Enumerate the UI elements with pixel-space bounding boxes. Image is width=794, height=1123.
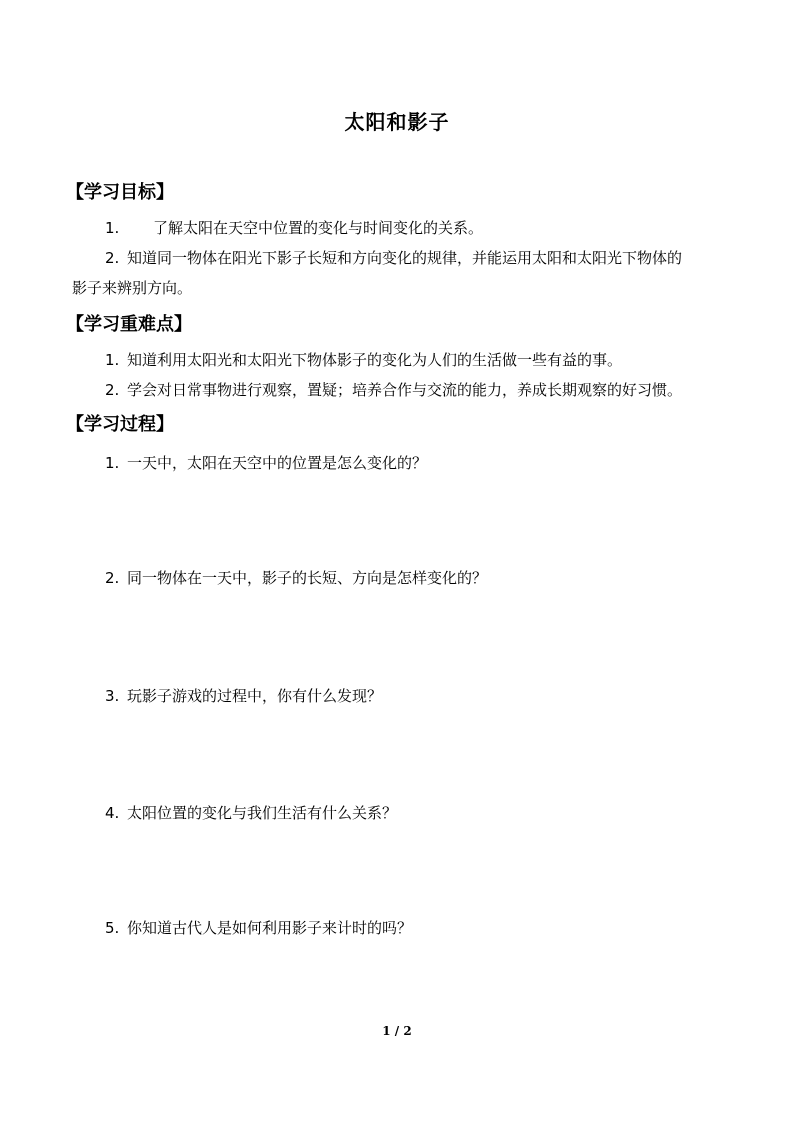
goal-item-2-continuation: 影子来辨别方向。: [72, 279, 193, 297]
process-question-4: [105, 803, 397, 823]
document-title: 太阳和影子: [344, 110, 450, 134]
process-question-2-text: 同一物体在一天中，影子的长短、方向是怎样变化的？: [127, 569, 488, 587]
process-question-4-number: 4.: [105, 804, 120, 822]
process-question-3-text: 玩影子游戏的过程中，你有什么发现？: [127, 687, 383, 705]
section-heading-process: 【学习过程】: [66, 414, 174, 435]
process-question-5-text: 你知道古代人是如何利用影子来计时的吗？: [127, 919, 413, 937]
process-question-1-number: 1.: [105, 454, 120, 472]
process-question-4-text: 太阳位置的变化与我们生活有什么关系？: [127, 804, 398, 822]
process-question-3-number: 3.: [105, 687, 120, 705]
key-point-item-2-number: 2.: [105, 381, 120, 399]
goal-item-2-number: 2.: [105, 249, 120, 267]
goal-item-2: [105, 248, 682, 268]
goal-item-1-text: 了解太阳在天空中位置的变化与时间变化的关系。: [153, 219, 484, 237]
process-question-2: [105, 568, 487, 588]
goal-item-1-number: 1.: [105, 219, 120, 237]
goal-item-1: [105, 218, 483, 238]
key-point-item-2-text: 学会对日常事物进行观察，置疑；培养合作与交流的能力，养成长期观察的好习惯。: [127, 381, 683, 399]
section-heading-key-points: 【学习重难点】: [66, 314, 192, 335]
process-question-5: [105, 918, 412, 938]
goal-item-2-text: 知道同一物体在阳光下影子长短和方向变化的规律，并能运用太阳和太阳光下物体的: [127, 249, 683, 267]
process-question-2-number: 2.: [105, 569, 120, 587]
process-question-1-text: 一天中，太阳在天空中的位置是怎么变化的？: [127, 454, 428, 472]
key-point-item-2: [105, 380, 682, 400]
process-question-3: [105, 686, 382, 706]
key-point-item-1-number: 1.: [105, 351, 120, 369]
key-point-item-1-text: 知道利用太阳光和太阳光下物体影子的变化为人们的生活做一些有益的事。: [127, 351, 623, 369]
page-indicator: 1 / 2: [382, 1024, 412, 1038]
key-point-item-1: [105, 350, 622, 370]
process-question-1: [105, 453, 427, 473]
section-heading-goals: 【学习目标】: [66, 182, 174, 203]
process-question-5-number: 5.: [105, 919, 120, 937]
